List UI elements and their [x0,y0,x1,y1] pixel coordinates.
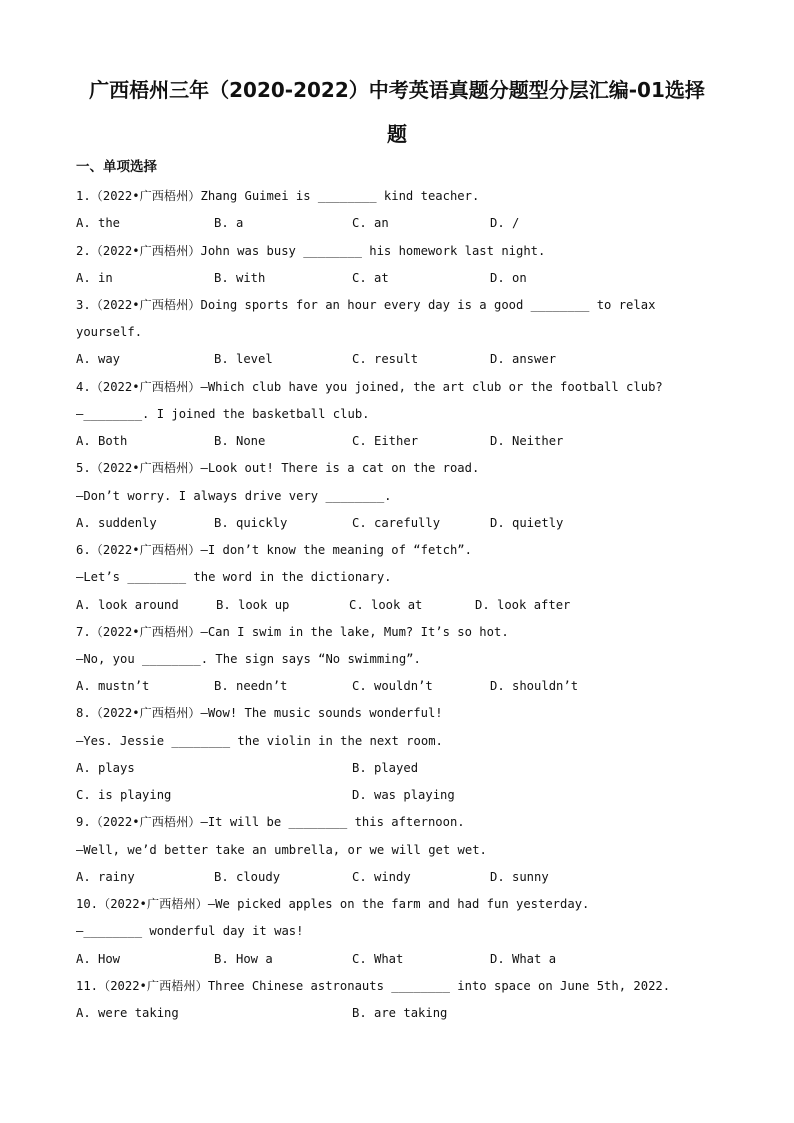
question-10-option-d: D. What a [490,952,557,966]
question-9-option-c: C. windy [352,870,411,884]
question-3-stem-continued: yourself. [76,325,143,339]
question-10-option-a: A. How [76,952,121,966]
question-5-option-d: D. quietly [490,516,564,530]
question-2-stem: 2.（2022•广西梧州）John was busy ________ his homework last night. [76,244,546,258]
question-2-option-c: C. at [352,271,389,285]
question-9-stem-continued: —Well, we’d better take an umbrella, or we will get wet. [76,843,487,857]
document-title: 广西梧州三年（2020-2022）中考英语真题分题型分层汇编-01选择 [89,78,705,102]
question-1-option-c: C. an [352,216,389,230]
question-4-option-d: D. Neither [490,434,564,448]
question-4-stem: 4.（2022•广西梧州）—Which club have you joined, the art club or the football club? [76,380,663,394]
question-9-option-d: D. sunny [490,870,549,884]
question-1-option-d: D. / [490,216,520,230]
question-5-stem-continued: —Don’t worry. I always drive very ________. [76,489,392,503]
question-1-option-b: B. a [214,216,244,230]
question-5-option-a: A. suddenly [76,516,157,530]
question-8-stem: 8.（2022•广西梧州）—Wow! The music sounds wonderful! [76,706,443,720]
question-8-stem-continued: —Yes. Jessie ________ the violin in the next room. [76,734,443,748]
question-6-stem-continued: —Let’s ________ the word in the dictionary. [76,570,392,584]
question-9-stem: 9.（2022•广西梧州）—It will be ________ this afternoon. [76,815,465,829]
question-2-option-b: B. with [214,271,266,285]
question-3-option-c: C. result [352,352,419,366]
question-6-option-d: D. look after [475,598,571,612]
question-4-option-c: C. Either [352,434,419,448]
question-4-option-b: B. None [214,434,266,448]
question-2-option-d: D. on [490,271,527,285]
question-7-option-c: C. wouldn’t [352,679,433,693]
question-5-stem: 5.（2022•广西梧州）—Look out! There is a cat on the road. [76,461,480,475]
question-6-option-b: B. look up [216,598,290,612]
question-7-option-a: A. mustn’t [76,679,150,693]
section-heading: 一、单项选择 [76,159,157,175]
question-4-stem-continued: —________. I joined the basketball club. [76,407,370,421]
question-1-stem: 1.（2022•广西梧州）Zhang Guimei is ________ kind teacher. [76,189,480,203]
question-8-option-b: B. played [352,761,419,775]
question-9-option-a: A. rainy [76,870,135,884]
question-2-option-a: A. in [76,271,113,285]
question-10-stem: 10.（2022•广西梧州）—We picked apples on the farm and had fun yesterday. [76,897,590,911]
document-title-continued: 题 [387,122,407,146]
question-8-option-a: A. plays [76,761,135,775]
question-6-stem: 6.（2022•广西梧州）—I don’t know the meaning of “fetch”. [76,543,472,557]
question-11-stem: 11.（2022•广西梧州）Three Chinese astronauts ________ into space on June 5th, 2022. [76,979,671,993]
question-6-option-a: A. look around [76,598,179,612]
question-10-option-b: B. How a [214,952,273,966]
question-5-option-c: C. carefully [352,516,441,530]
question-6-option-c: C. look at [349,598,423,612]
question-3-option-d: D. answer [490,352,557,366]
question-4-option-a: A. Both [76,434,128,448]
question-7-stem: 7.（2022•广西梧州）—Can I swim in the lake, Mum? It’s so hot. [76,625,509,639]
question-7-option-d: D. shouldn’t [490,679,579,693]
question-7-option-b: B. needn’t [214,679,288,693]
question-7-stem-continued: —No, you ________. The sign says “No swimming”. [76,652,421,666]
question-1-option-a: A. the [76,216,121,230]
question-11-option-b: B. are taking [352,1006,448,1020]
question-3-option-a: A. way [76,352,121,366]
question-5-option-b: B. quickly [214,516,288,530]
question-10-option-c: C. What [352,952,404,966]
question-8-option-d: D. was playing [352,788,455,802]
question-11-option-a: A. were taking [76,1006,179,1020]
question-8-option-c: C. is playing [76,788,172,802]
question-10-stem-continued: —________ wonderful day it was! [76,924,304,938]
question-9-option-b: B. cloudy [214,870,281,884]
question-3-stem: 3.（2022•广西梧州）Doing sports for an hour every day is a good ________ to relax [76,298,656,312]
question-3-option-b: B. level [214,352,273,366]
